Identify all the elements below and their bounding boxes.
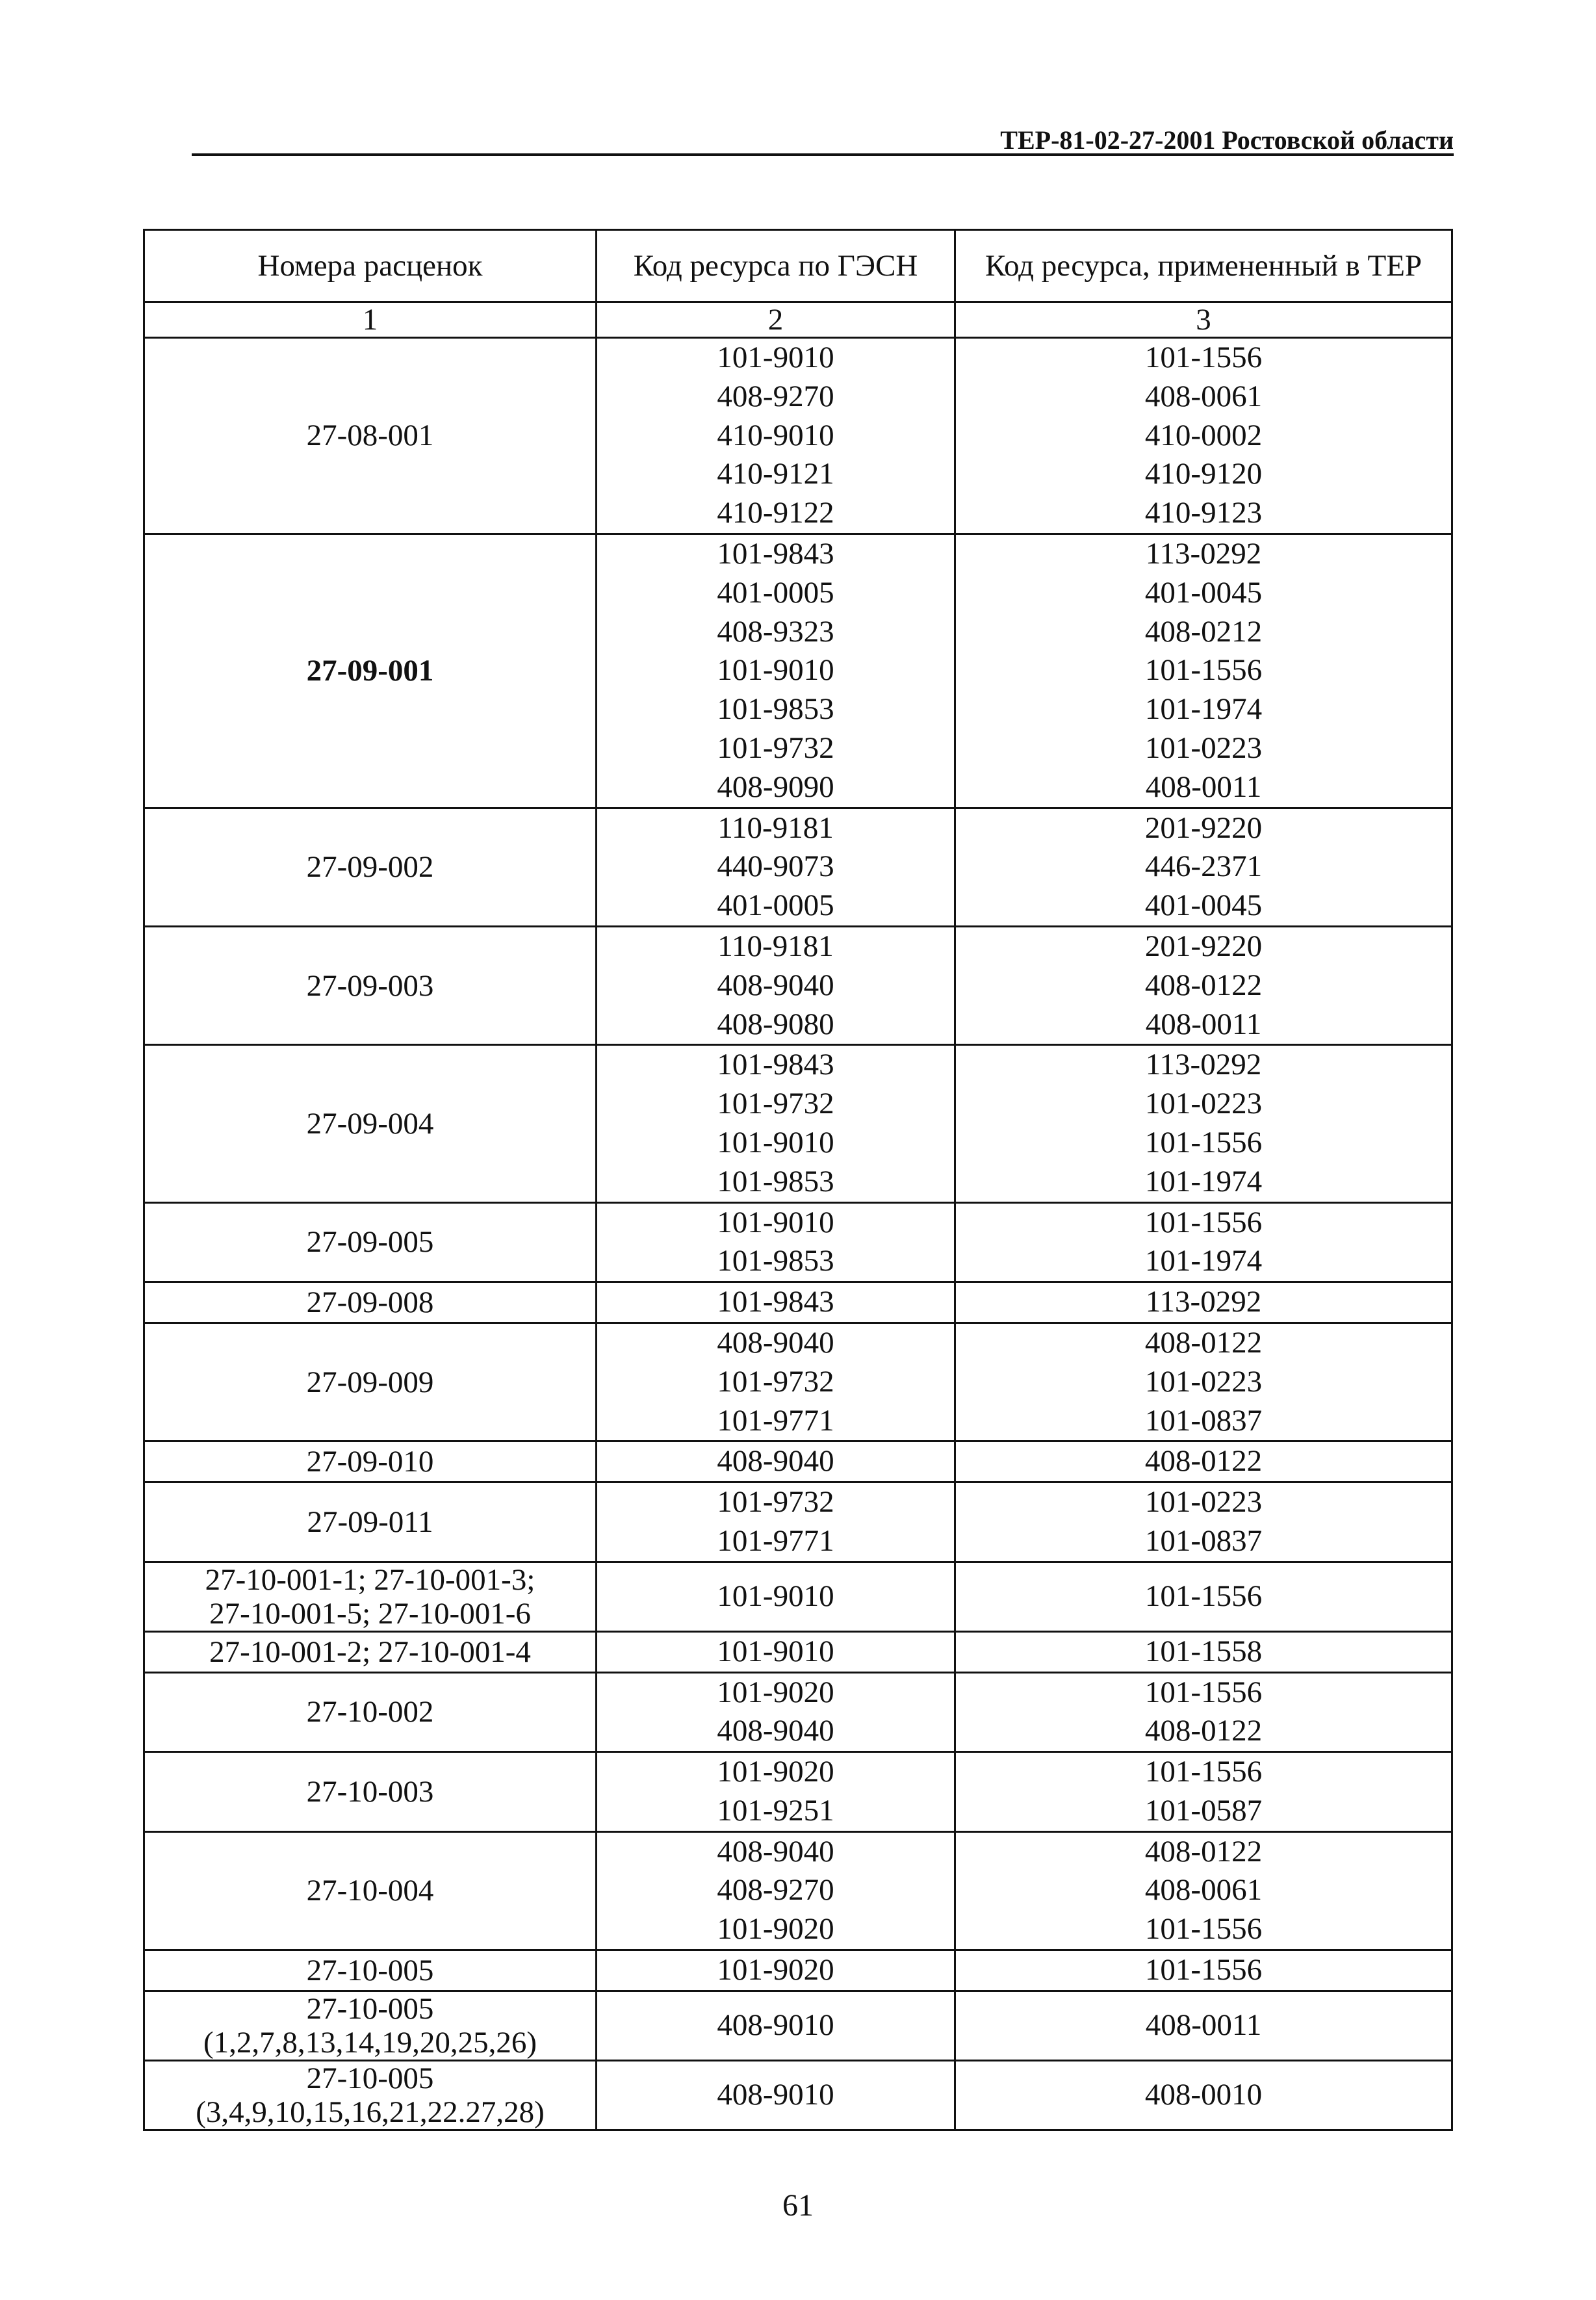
- rate-number-cell: [144, 1672, 597, 1752]
- ter-code: 101-1556: [1144, 1205, 1263, 1239]
- ter-code-cell: [955, 1631, 1452, 1672]
- gesn-code: 408-9090: [717, 769, 834, 804]
- ter-code: 113-0292: [1145, 1048, 1262, 1082]
- rate-number: 27-10-005: [306, 1991, 434, 2026]
- rate-number: (3,4,9,10,15,16,21,22.27,28): [196, 2095, 545, 2129]
- ter-code: 401-0045: [1144, 888, 1263, 923]
- gesn-code-cell: [597, 534, 955, 808]
- ter-code: 101-0223: [1144, 1364, 1263, 1399]
- ter-code-cell: [955, 1482, 1452, 1562]
- rate-number-cell: [144, 1045, 597, 1202]
- resource-code-table: [143, 229, 1453, 2131]
- ter-code: 408-0122: [1144, 1444, 1263, 1479]
- ter-code: 101-0223: [1144, 730, 1263, 765]
- rate-number-cell: [144, 1631, 597, 1672]
- gesn-code-cell: [597, 926, 955, 1044]
- column-header-rates: Номера расценок: [144, 230, 597, 302]
- gesn-code-cell: [597, 1202, 955, 1282]
- rate-number-cell: [144, 1562, 597, 1631]
- ter-code-cell: [955, 534, 1452, 808]
- ter-code: 101-1556: [1144, 1675, 1263, 1709]
- rate-number: 27-10-003: [306, 1774, 434, 1809]
- column-number: 1: [144, 302, 597, 338]
- gesn-code: 101-9010: [717, 1579, 834, 1613]
- table-row: [144, 1631, 1452, 1672]
- table-row: [144, 338, 1452, 534]
- rate-number: 27-10-005: [306, 2061, 434, 2095]
- ter-code-cell: [955, 1045, 1452, 1202]
- rate-number: 27-09-001: [306, 654, 434, 688]
- ter-code: 410-9123: [1144, 496, 1263, 530]
- ter-code: 101-1974: [1144, 1164, 1263, 1198]
- gesn-code: 101-9020: [717, 1755, 834, 1789]
- ter-code: 101-0223: [1144, 1485, 1263, 1519]
- gesn-code: 101-9010: [717, 653, 834, 688]
- gesn-code-cell: [597, 2060, 955, 2130]
- ter-code-cell: [955, 1752, 1452, 1832]
- ter-code: 201-9220: [1144, 929, 1263, 963]
- ter-code-cell: [955, 1672, 1452, 1752]
- gesn-code: 101-9010: [717, 1634, 834, 1668]
- ter-code-cell: [955, 1831, 1452, 1950]
- ter-code: 101-1974: [1144, 1244, 1263, 1278]
- rate-number-cell: [144, 338, 597, 534]
- rate-number: 27-09-005: [306, 1225, 434, 1260]
- ter-code-cell: [955, 1441, 1452, 1482]
- rate-number: 27-09-009: [306, 1365, 434, 1399]
- ter-code: 101-1558: [1144, 1634, 1263, 1668]
- gesn-code-cell: [597, 1045, 955, 1202]
- rate-number-cell: [144, 926, 597, 1044]
- gesn-code-cell: [597, 1631, 955, 1672]
- ter-code: 408-0122: [1144, 968, 1263, 1002]
- ter-code: 408-0011: [1145, 769, 1262, 804]
- ter-code: 408-0061: [1144, 379, 1263, 413]
- ter-code: 408-0122: [1144, 1834, 1263, 1868]
- gesn-code: 101-9732: [717, 1087, 834, 1121]
- gesn-code: 101-9251: [717, 1793, 834, 1828]
- table-row: [144, 1991, 1452, 2060]
- rate-number-cell: [144, 1323, 597, 1441]
- rate-number-cell: [144, 534, 597, 808]
- table-row: [144, 1752, 1452, 1832]
- ter-code: 408-0010: [1144, 2077, 1263, 2112]
- ter-code-cell: [955, 1562, 1452, 1631]
- gesn-code: 101-9771: [717, 1523, 834, 1558]
- gesn-code-cell: [597, 1441, 955, 1482]
- ter-code-cell: [955, 808, 1452, 926]
- column-header-ter-code: Код ресурса, примененный в ТЕР: [955, 230, 1452, 302]
- ter-code-cell: [955, 926, 1452, 1044]
- rate-number: 27-09-003: [306, 968, 434, 1003]
- gesn-code: 101-9732: [717, 730, 834, 765]
- ter-code: 201-9220: [1144, 810, 1263, 845]
- ter-code: 101-0837: [1144, 1523, 1263, 1558]
- ter-code: 101-0223: [1144, 1087, 1263, 1121]
- rate-number-cell: [144, 1831, 597, 1950]
- gesn-code: 101-9020: [717, 1912, 834, 1946]
- gesn-code-cell: [597, 1282, 955, 1323]
- gesn-code: 408-9323: [717, 614, 834, 649]
- gesn-code-cell: [597, 1991, 955, 2060]
- ter-code: 446-2371: [1144, 849, 1263, 884]
- rate-number-cell: [144, 1752, 597, 1832]
- rate-number-cell: [144, 1950, 597, 1991]
- gesn-code: 408-9010: [717, 2008, 834, 2042]
- gesn-code: 408-9080: [717, 1007, 834, 1041]
- gesn-code: 101-9843: [717, 536, 834, 571]
- column-header-gesn-code: Код ресурса по ГЭСН: [597, 230, 955, 302]
- gesn-code: 440-9073: [717, 849, 834, 884]
- gesn-code: 408-9040: [717, 1834, 834, 1868]
- gesn-code: 101-9732: [717, 1485, 834, 1519]
- table-row: [144, 1045, 1452, 1202]
- gesn-code: 410-9010: [717, 418, 834, 452]
- rate-number-cell: [144, 1282, 597, 1323]
- ter-code: 101-1556: [1144, 1125, 1263, 1159]
- gesn-code: 408-9040: [717, 1714, 834, 1748]
- gesn-code: 101-9843: [717, 1048, 834, 1082]
- ter-code: 113-0292: [1145, 1285, 1262, 1319]
- ter-code: 101-1556: [1144, 1953, 1263, 1987]
- table-header-row: [144, 230, 1452, 302]
- gesn-code: 410-9121: [717, 457, 834, 491]
- gesn-code-cell: [597, 338, 955, 534]
- gesn-code: 101-9010: [717, 341, 834, 374]
- ter-code-cell: [955, 1202, 1452, 1282]
- rate-number: (1,2,7,8,13,14,19,20,25,26): [203, 2025, 537, 2060]
- rate-number-cell: [144, 808, 597, 926]
- ter-code: 101-1556: [1144, 1755, 1263, 1789]
- gesn-code: 408-9010: [717, 2077, 834, 2112]
- gesn-code: 408-9040: [717, 1444, 834, 1479]
- ter-code: 101-0587: [1144, 1793, 1263, 1828]
- gesn-code-cell: [597, 808, 955, 926]
- ter-code: 408-0122: [1144, 1714, 1263, 1748]
- rate-number: 27-09-010: [306, 1445, 434, 1479]
- ter-code-cell: [955, 1991, 1452, 2060]
- rate-number: 27-09-004: [306, 1106, 434, 1141]
- gesn-code-cell: [597, 1831, 955, 1950]
- rate-number: 27-10-001-5; 27-10-001-6: [209, 1596, 531, 1631]
- gesn-code: 101-9853: [717, 1244, 834, 1278]
- gesn-code-cell: [597, 1482, 955, 1562]
- rate-number: 27-10-004: [306, 1874, 434, 1908]
- ter-code-cell: [955, 338, 1452, 534]
- rate-number: 27-10-002: [306, 1695, 434, 1729]
- ter-code: 410-9120: [1144, 457, 1263, 491]
- ter-code: 410-0002: [1144, 418, 1263, 452]
- table-row: [144, 808, 1452, 926]
- table-row: [144, 926, 1452, 1044]
- table-row: [144, 1562, 1452, 1631]
- table-row: [144, 1441, 1452, 1482]
- gesn-code: 408-9270: [717, 379, 834, 413]
- ter-code: 408-0061: [1144, 1873, 1263, 1907]
- gesn-code: 410-9122: [717, 496, 834, 530]
- table-row: [144, 1950, 1452, 1991]
- column-number: 2: [597, 302, 955, 338]
- ter-code: 101-1556: [1144, 341, 1263, 374]
- rate-number: 27-09-011: [307, 1505, 433, 1539]
- table-row: [144, 1672, 1452, 1752]
- table-row: [144, 1202, 1452, 1282]
- rate-number: 27-09-008: [306, 1286, 434, 1320]
- header-title: ТЕР-81-02-27-2001 Ростовской области: [1000, 125, 1454, 155]
- ter-code: 113-0292: [1145, 536, 1262, 571]
- ter-code-cell: [955, 1950, 1452, 1991]
- ter-code: 101-0837: [1144, 1403, 1263, 1438]
- column-number-row: [144, 302, 1452, 338]
- ter-code: 101-1556: [1144, 1579, 1263, 1613]
- gesn-code-cell: [597, 1672, 955, 1752]
- ter-code-cell: [955, 1282, 1452, 1323]
- gesn-code: 401-0005: [717, 575, 834, 610]
- rate-number-cell: [144, 1482, 597, 1562]
- ter-code-cell: [955, 1323, 1452, 1441]
- ter-code: 401-0045: [1144, 575, 1263, 610]
- page-number: 61: [782, 2188, 814, 2223]
- table-row: [144, 1482, 1452, 1562]
- rate-number-cell: [144, 1441, 597, 1482]
- rate-number: 27-10-001-2; 27-10-001-4: [209, 1635, 531, 1669]
- gesn-code-cell: [597, 1323, 955, 1441]
- gesn-code-cell: [597, 1752, 955, 1832]
- gesn-code: 408-9040: [717, 968, 834, 1002]
- ter-code: 408-0011: [1145, 2008, 1262, 2042]
- ter-code: 408-0011: [1145, 1007, 1262, 1041]
- table-row: [144, 534, 1452, 808]
- rate-number-cell: [144, 1202, 597, 1282]
- gesn-code: 101-9843: [717, 1285, 834, 1319]
- gesn-code: 408-9040: [717, 1325, 834, 1360]
- gesn-code: 408-9270: [717, 1873, 834, 1907]
- table-row: [144, 1831, 1452, 1950]
- ter-code: 101-1974: [1144, 692, 1263, 727]
- gesn-code-cell: [597, 1562, 955, 1631]
- gesn-code: 110-9181: [717, 810, 834, 845]
- gesn-code: 101-9010: [717, 1125, 834, 1159]
- rate-number-cell: [144, 2060, 597, 2130]
- gesn-code: 101-9732: [717, 1364, 834, 1399]
- ter-code: 408-0122: [1144, 1325, 1263, 1360]
- gesn-code: 110-9181: [717, 929, 834, 963]
- ter-code-cell: [955, 2060, 1452, 2130]
- gesn-code: 101-9020: [717, 1953, 834, 1987]
- gesn-code: 101-9010: [717, 1205, 834, 1239]
- rate-number: 27-08-001: [306, 419, 434, 453]
- table-row: [144, 2060, 1452, 2130]
- rate-number-cell: [144, 1991, 597, 2060]
- gesn-code: 101-9771: [717, 1403, 834, 1438]
- gesn-code: 401-0005: [717, 888, 834, 923]
- running-header: [192, 125, 1454, 156]
- rate-number: 27-10-001-1; 27-10-001-3;: [205, 1562, 535, 1597]
- table-row: [144, 1323, 1452, 1441]
- column-number: 3: [955, 302, 1452, 338]
- gesn-code: 101-9020: [717, 1675, 834, 1709]
- gesn-code-cell: [597, 1950, 955, 1991]
- ter-code: 101-1556: [1144, 653, 1263, 688]
- gesn-code: 101-9853: [717, 1164, 834, 1198]
- ter-code: 101-1556: [1144, 1912, 1263, 1946]
- rate-number: 27-10-005: [306, 1953, 434, 1987]
- ter-code: 408-0212: [1144, 614, 1263, 649]
- table-body: [144, 338, 1452, 2130]
- gesn-code: 101-9853: [717, 692, 834, 727]
- rate-number: 27-09-002: [306, 850, 434, 885]
- table-row: [144, 1282, 1452, 1323]
